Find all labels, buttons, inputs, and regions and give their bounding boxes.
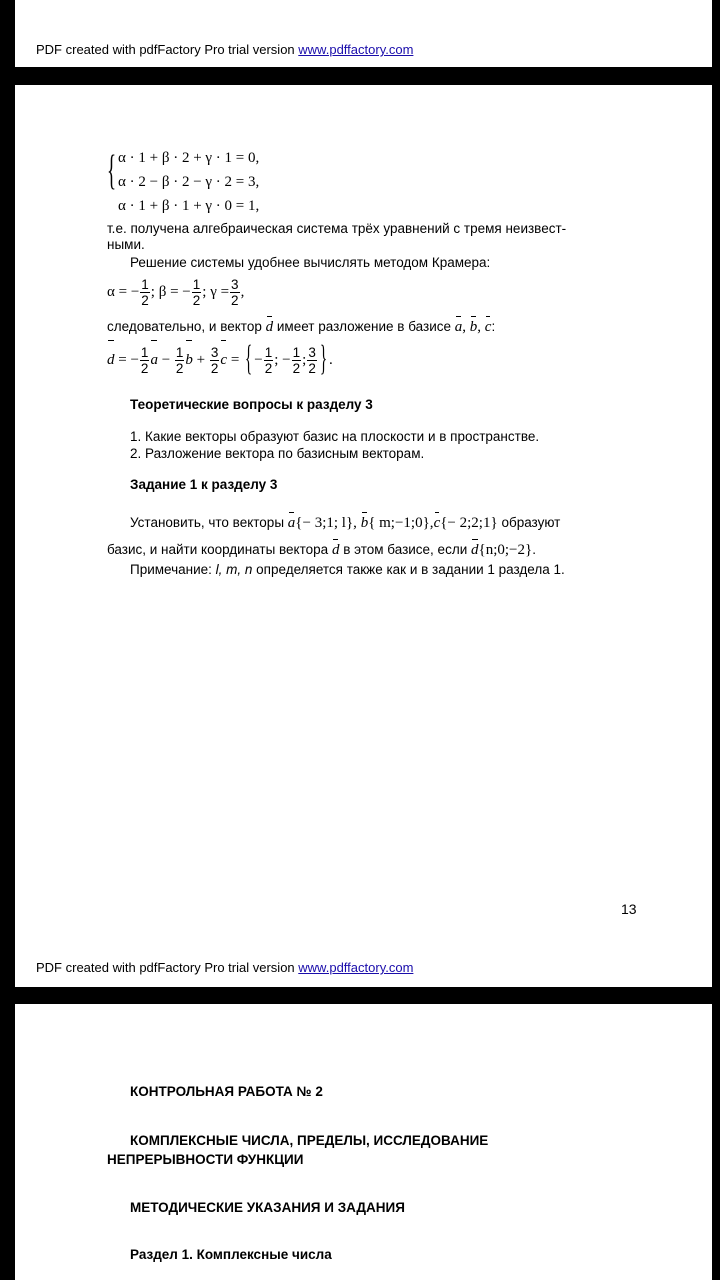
pdf-banner bbox=[36, 42, 413, 57]
decomposition: d = − $\frac{1}{2}$ a − $\frac{1}{2}$ b + $\frac{3}{2}$ c = { − $\frac{1}{2}$ ; − $\frac{1}{2}$ ; $\frac{3}{2}$ } . bbox=[107, 340, 333, 380]
alpha-label: α = − bbox=[107, 284, 140, 300]
equation-1: α · 1 + β · 2 + γ · 1 = 0, bbox=[118, 150, 260, 166]
vector-c: c bbox=[484, 319, 492, 335]
pdf-page-13 bbox=[15, 85, 712, 987]
fraction-alpha: $\frac{1}{2}$ bbox=[141, 277, 149, 309]
note: Примечание: l, m, n определяется также как и в задании 1 раздела 1. bbox=[130, 562, 565, 577]
banner-text: PDF created with pdfFactory Pro trial version bbox=[36, 960, 295, 975]
heading-section-1: Раздел 1. Комплексные числа bbox=[130, 1247, 332, 1262]
text-obtained-line2: ными. bbox=[107, 237, 145, 252]
heading-topics-line1: КОМПЛЕКСНЫЕ ЧИСЛА, ПРЕДЕЛЫ, ИССЛЕДОВАНИЕ bbox=[130, 1133, 489, 1148]
theory-title: Теоретические вопросы к разделу 3 bbox=[130, 397, 373, 412]
equation-2: α · 2 − β · 2 − γ · 2 = 3, bbox=[118, 174, 260, 190]
task-title: Задание 1 к разделу 3 bbox=[130, 477, 278, 492]
system-brace: { bbox=[107, 148, 117, 194]
banner-link[interactable]: www.pdffactory.com bbox=[298, 960, 414, 975]
heading-topics-line2: НЕПРЕРЫВНОСТИ ФУНКЦИИ bbox=[107, 1152, 304, 1167]
text-hence: следовательно, и вектор d имеет разложение в базисе a, b, c: bbox=[107, 319, 496, 335]
pdf-page-next bbox=[15, 1004, 712, 1280]
gamma-label: ; γ = bbox=[202, 284, 230, 300]
question-1: 1. Какие векторы образуют базис на плоскости и в пространстве. bbox=[130, 429, 540, 444]
vector-d: d bbox=[265, 319, 274, 335]
vector-a: a bbox=[454, 319, 463, 335]
fraction-beta: $\frac{1}{2}$ bbox=[192, 277, 201, 309]
task-line1: Установить, что векторы a{− 3;1; l}, b{ m;−1;0},c{− 2;2;1} образуют bbox=[130, 515, 561, 531]
banner-link[interactable]: www.pdffactory.com bbox=[298, 42, 414, 57]
question-2: 2. Разложение вектора по базисным векторам. bbox=[130, 446, 425, 461]
d-coords: {n;0;−2} bbox=[478, 542, 533, 558]
pdf-page-previous bbox=[15, 0, 712, 67]
task-line2: базис, и найти координаты вектора d в этом базисе, если d{n;0;−2}. bbox=[107, 542, 536, 558]
vector-b: b bbox=[469, 319, 478, 335]
text-obtained-line1: т.е. получена алгебраическая система трёх уравнений с тремя неизвест- bbox=[107, 221, 567, 236]
a-coords: {− 3;1; l}, bbox=[295, 515, 357, 531]
fraction-gamma: $\frac{3}{2}$ bbox=[231, 277, 239, 309]
banner-text: PDF created with pdfFactory Pro trial version bbox=[36, 42, 295, 57]
cramer-solution: α = − $\frac{1}{2}$ ; β = − $\frac{1}{2}$ ; γ = $\frac{3}{2}$ , bbox=[107, 277, 245, 309]
pdf-banner bbox=[36, 960, 413, 975]
b-coords: { m;−1;0}, bbox=[368, 515, 434, 531]
page-number: 13 bbox=[621, 901, 637, 917]
heading-control-work: КОНТРОЛЬНАЯ РАБОТА № 2 bbox=[130, 1084, 323, 1099]
c-coords: {− 2;2;1} bbox=[440, 515, 498, 531]
text-cramer: Решение системы удобнее вычислять методом Крамера: bbox=[130, 255, 491, 270]
beta-label: ; β = − bbox=[150, 284, 191, 300]
heading-methodical: МЕТОДИЧЕСКИЕ УКАЗАНИЯ И ЗАДАНИЯ bbox=[130, 1200, 405, 1215]
equation-3: α · 1 + β · 1 + γ · 0 = 1, bbox=[118, 198, 260, 214]
